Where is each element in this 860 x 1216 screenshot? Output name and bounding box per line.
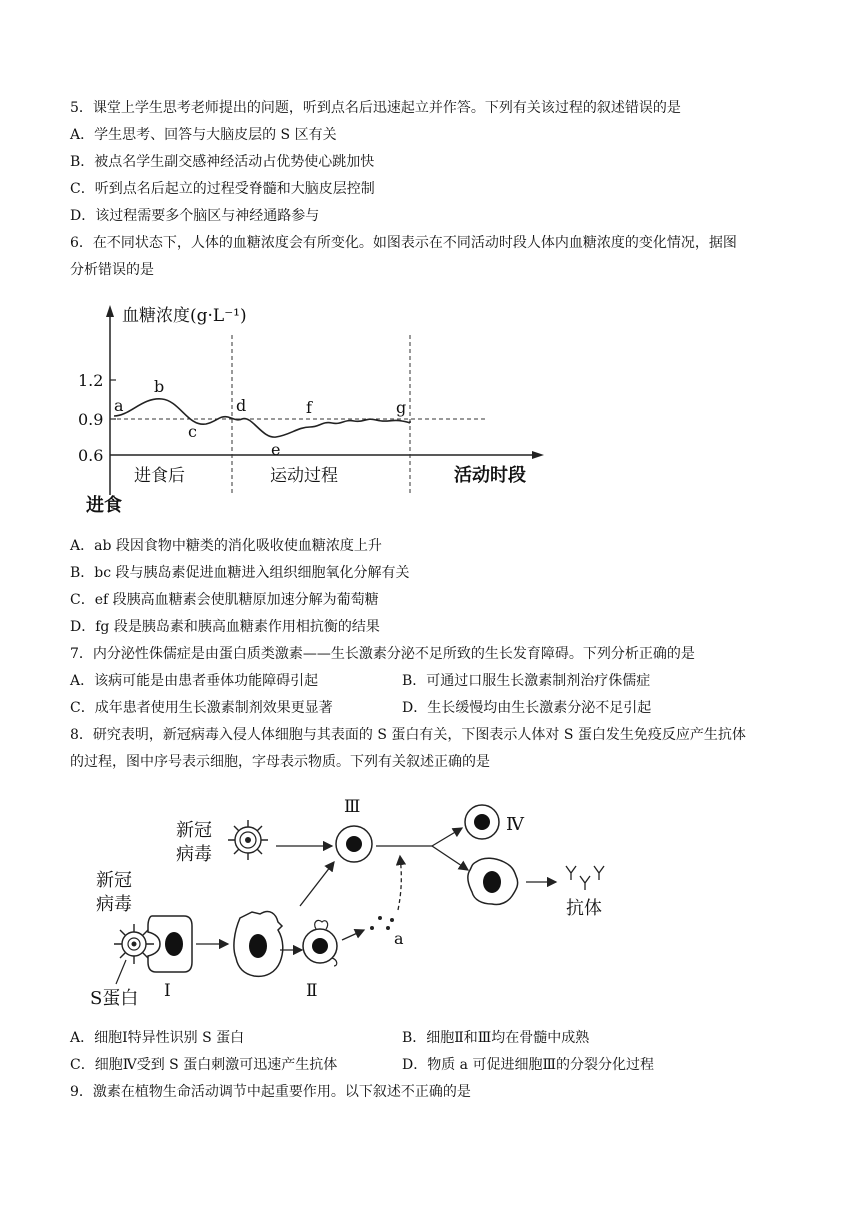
q7-stem: 7．内分泌性侏儒症是由蛋白质类激素——生长激素分泌不足所致的生长发育障碍。下列分析正确的是 [70,646,695,662]
y-tick-0.6: 0.6 [78,446,104,465]
q5-stem: 5．课堂上学生思考老师提出的问题，听到点名后迅速起立并作答。下列有关该过程的叙述错误的是 [70,100,681,116]
y-tick-0.9: 0.9 [78,410,104,429]
point-label-c: c [188,422,197,441]
cell-II-label: Ⅱ [306,981,318,1001]
q7-option-a: A．该病可能是由患者垂体功能障碍引起 [70,673,319,689]
cell-II [303,920,337,966]
y-axis-arrow-icon [106,305,114,317]
cell-I-label: Ⅰ [164,981,171,1001]
y-tick-1.2: 1.2 [78,371,104,390]
blood-glucose-figure [70,295,550,525]
virus-top-label-1: 新冠 [176,820,212,841]
point-label-d: d [236,396,247,415]
q6-option-a: A．ab 段因食物中糖类的消化吸收使血糖浓度上升 [70,538,382,554]
immune-response-figure [80,790,640,1015]
q8-option-c: C．细胞Ⅳ受到 S 蛋白刺激可迅速产生抗体 [70,1057,338,1073]
q6-stem-line2: 分析错误的是 [70,262,154,278]
virus-left-label-1: 新冠 [96,870,132,891]
q5-option-a: A．学生思考、回答与大脑皮层的 S 区有关 [70,127,337,143]
q7-option-b: B．可通过口服生长激素制剂治疗侏儒症 [402,673,651,689]
q7-option-d: D．生长缓慢均由生长激素分泌不足引起 [402,700,652,716]
q6-stem-line1: 6．在不同状态下，人体的血糖浓度会有所变化。如图表示在不同活动时段人体内血糖浓度的变化情况，据图 [70,235,737,251]
y-axis-label: 血糖浓度(g·L⁻¹) [122,306,247,326]
arrow-a-to-III-dashed [398,856,401,910]
segment-label-exercise: 运动过程 [270,466,338,486]
virus-top-label-2: 病毒 [176,844,212,865]
q8-option-d: D．物质 a 可促进细胞Ⅲ的分裂分化过程 [402,1057,654,1073]
point-label-b: b [154,377,165,396]
q8-stem-line2: 的过程，图中序号表示细胞，字母表示物质。下列有关叙述正确的是 [70,754,490,770]
arrow-to-plasma [432,846,468,870]
cell-III [336,826,372,862]
q6-option-c: C．ef 段胰高血糖素会使肌糖原加速分解为葡萄糖 [70,592,379,608]
s-protein-pointer [116,960,126,984]
point-label-a: a [114,396,124,415]
q7-option-c: C．成年患者使用生长激素制剂效果更显著 [70,700,333,716]
point-label-g: g [396,398,407,417]
segment-label-after-meal: 进食后 [134,466,185,486]
cell-I [148,916,192,972]
cell-III-label: Ⅲ [344,797,361,817]
q6-option-d: D．fg 段是胰岛素和胰高血糖素作用相抗衡的结果 [70,619,380,635]
q9-stem: 9．激素在植物生命活动调节中起重要作用。以下叙述不正确的是 [70,1084,471,1100]
plasma-cell [468,858,518,904]
x-axis-arrow-icon [532,451,544,459]
q6-option-b: B．bc 段与胰岛素促进血糖进入组织细胞氧化分解有关 [70,565,410,581]
q5-option-b: B．被点名学生副交感神经活动占优势使心跳加快 [70,154,375,170]
q8-stem-line1: 8．研究表明，新冠病毒入侵人体细胞与其表面的 S 蛋白有关，下图表示人体对 S 蛋白发生免疫反应产生抗体 [70,727,746,743]
s-protein-label: S蛋白 [90,988,139,1009]
arrow-to-III [300,862,334,906]
virus-top-icon [228,820,268,860]
substance-a-label: a [394,929,404,948]
cell-IV [465,805,499,839]
q5-option-d: D．该过程需要多个脑区与神经通路参与 [70,208,320,224]
arrow-II-to-a [342,930,364,940]
cell-IV-label: Ⅳ [506,814,524,835]
q5-option-c: C．听到点名后起立的过程受脊髓和大脑皮层控制 [70,181,375,197]
x-axis-label: 活动时段 [454,465,526,486]
glucose-curve [114,399,410,437]
arrow-to-IV [432,828,462,846]
start-label-eating: 进食 [86,495,122,516]
antibody-label: 抗体 [566,898,602,919]
point-label-f: f [306,398,312,417]
substance-a-dots [370,916,394,930]
virus-left-label-2: 病毒 [96,894,132,915]
q8-option-a: A．细胞Ⅰ特异性识别 S 蛋白 [70,1030,245,1046]
antibody-icon [566,866,604,890]
point-label-e: e [271,440,281,459]
apc-cell [234,912,283,977]
q8-option-b: B．细胞Ⅱ和Ⅲ均在骨髓中成熟 [402,1030,590,1046]
